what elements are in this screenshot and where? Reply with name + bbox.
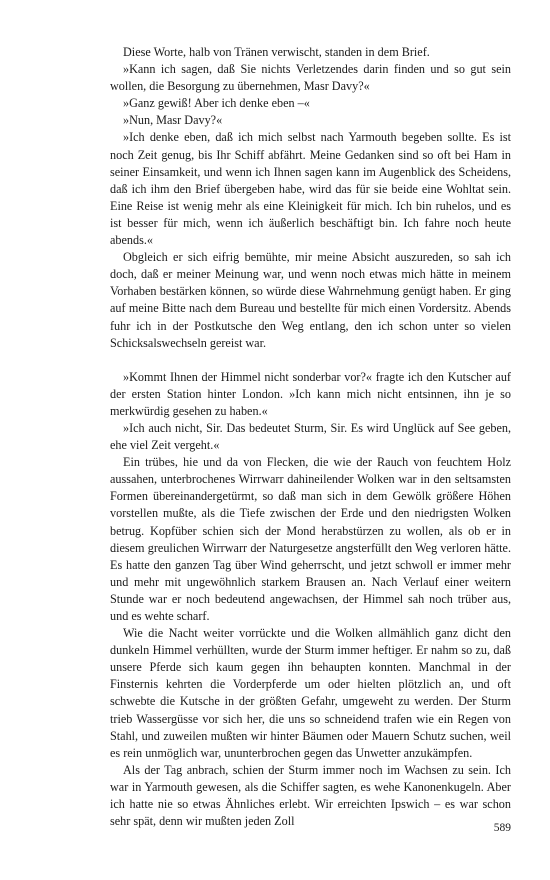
paragraph: Ein trübes, hie und da von Flecken, die wie der Rauch von feuchtem Holz aussahen, unterbrochenes Wirrwarr dahineilender Wolken war in den seltsamsten Formen übereinandergetürmt, so daß man sich in dem Gewölk größere Höhen vorstellen mußte, als die Tiefe zwischen der Erde und den niedrigsten Wolken betrug. Kopfüber schien sich der Mond herabstürzen zu wollen, als ob er in diesem greulichen Wirrwarr der Naturgesetze angsterfüllt den Weg verloren hätte. Es hatte den ganzen Tag über Wind geherrscht, und jetzt schwoll er immer mehr und mehr mit ungewöhnlich starkem Brausen an. Nach Verlauf einer weitern Stunde war er noch bedeutend angewachsen, der Himmel sah noch trüber aus, und es wehte scharf. [110, 455, 511, 623]
paragraph: Diese Worte, halb von Tränen verwischt, standen in dem Brief. [123, 45, 430, 59]
page-number: 589 [493, 822, 511, 834]
paragraph: Als der Tag anbrach, schien der Sturm immer noch im Wachsen zu sein. Ich war in Yarmouth gewesen, als die Schiffer sagten, es wehe Kanonenkugeln. Aber ich hatte nie so etwas Ähnliches erlebt. Wir erreichten Ipswich – es war schon sehr spät, denn wir mußten jeden Zoll [110, 762, 511, 829]
paragraph: »Kann ich sagen, daß Sie nichts Verletzendes darin finden und so gut sein wollen, die Besorgung zu übernehmen, Masr Davy?« [110, 62, 511, 94]
section-two [110, 369, 511, 831]
paragraph: Obgleich er sich eifrig bemühte, mir meine Absicht auszureden, so sah ich doch, daß er meiner Meinung war, und wenn noch etwas mich hätte in meinem Vorhaben bestärken können, so würde diese Wahrnehmung genügt haben. Er ging auf meine Bitte nach dem Bureau und bestellte für mich einen Vordersitz. Abends fuhr ich in der Postkutsche den Weg entlang, den ich schon unter so vielen Schicksalswechseln gereist war. [110, 250, 511, 350]
paragraph: »Ich auch nicht, Sir. Das bedeutet Sturm, Sir. Es wird Unglück auf See geben, ehe viel Zeit vergeht.« [110, 420, 511, 453]
paragraph: Wie die Nacht weiter vorrückte und die Wolken allmählich ganz dicht den dunkeln Himmel verhüllten, wurde der Sturm immer heftiger. Er nahm so zu, daß unsere Pferde sich kaum gegen ihn behaupten konnten. Manchmal in der Finsternis kehrten die Vorderpferde um oder hielten plötzlich an, und oft schwebte die Kutsche in der größten Gefahr, umgeweht zu werden. Der Sturm trieb Wassergüsse vor sich her, die uns so schneidend trafen wie ein Regen von Stahl, und zuweilen mußten wir hinter Bäumen oder Mauern Schutz suchen, weil es rein unmöglich war, ununterbrochen gegen das Unwetter anzukämpfen. [110, 626, 511, 760]
section-one [110, 44, 511, 352]
section-break [110, 352, 511, 369]
page-body [110, 44, 511, 830]
paragraph: »Kommt Ihnen der Himmel nicht sonderbar vor?« fragte ich den Kutscher auf der ersten Station hinter London. »Ich kann mich nicht entsinnen, ihn je so merkwürdig gesehen zu haben.« [110, 369, 511, 418]
paragraph: »Ganz gewiß! Aber ich denke eben –« [123, 96, 310, 111]
paragraph: »Nun, Masr Davy?« [123, 113, 223, 128]
paragraph: »Ich denke eben, daß ich mich selbst nach Yarmouth begeben sollte. Es ist noch Zeit genug, bis Ihr Schiff abfährt. Meine Gedanken sind so oft bei Ham in seiner Einsamkeit, und wenn ich Ihnen sagen kann im Augenblick des Scheidens, daß ich ihm den Brief übergeben habe, wird das für sie beide eine Wohltat sein. Eine Reise ist wenig mehr als eine Kleinigkeit für mich. Ich bin ruhelos, und es ist besser für mich, wenn ich äußerlich beschäftigt bin. Ich fahre noch heute abends.« [110, 130, 511, 248]
